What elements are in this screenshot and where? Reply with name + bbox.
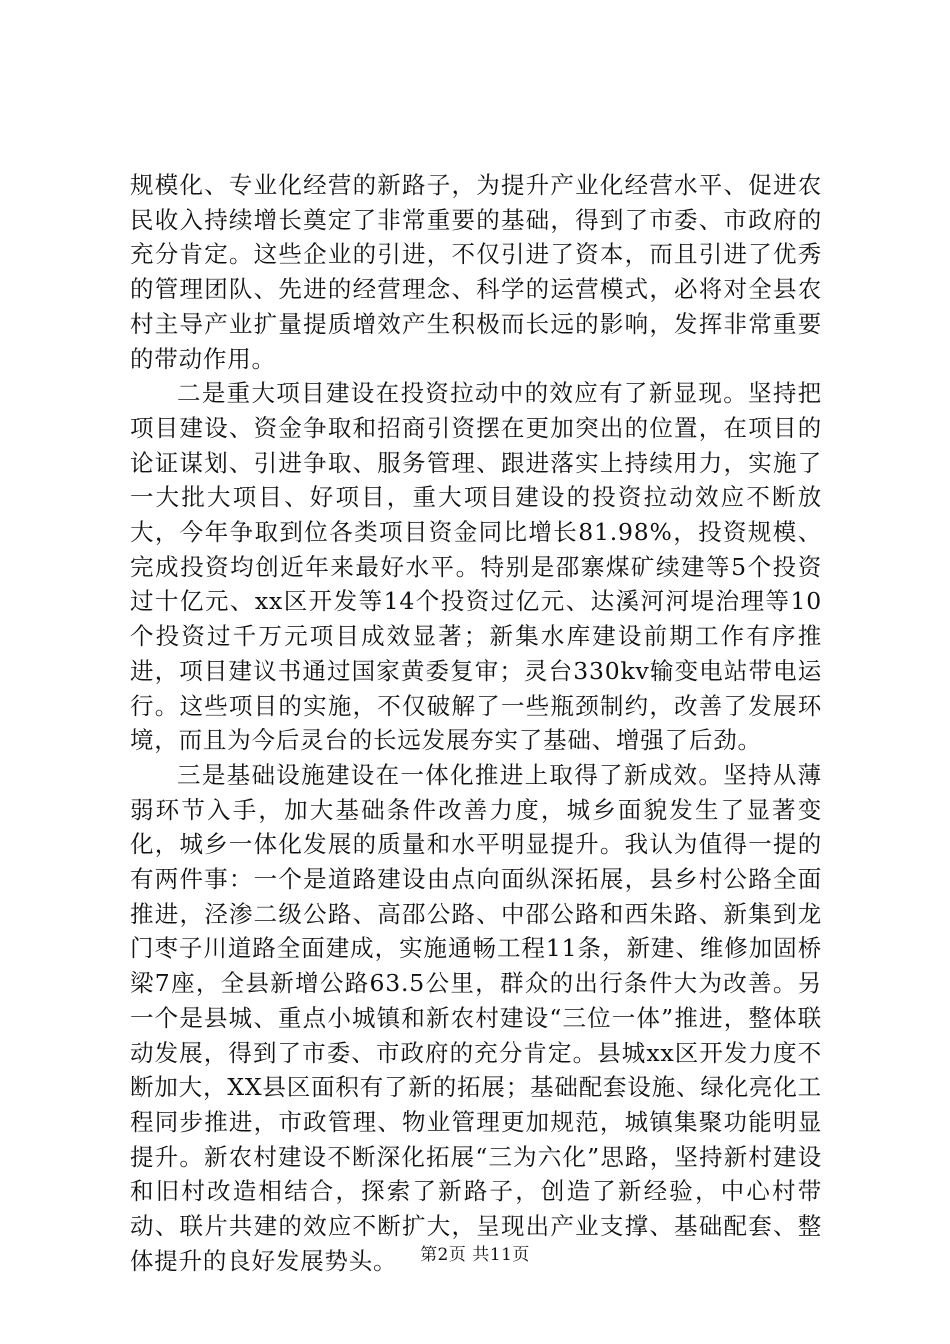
paragraph-major-projects: 二是重大项目建设在投资拉动中的效应有了新显现。坚持把项目建设、资金争取和招商引资摆在更加突出的位置，在项目的论证谋划、引进争取、服务管理、跟进落实上持续用力，实施了一大批大项目、好项目，重大项目建设的投资拉动效应不断放大，今年争取到位各类项目资金同比增长81.98%，投资规模、完成投资均创近年来最好水平。特别是邵寨煤矿续建等5个投资过十亿元、xx区开发等14个投资过亿元、达溪河河堤治理等10个投资过千万元项目成效显著；新集水库建设前期工作有序推进，项目建议书通过国家黄委复审；灵台330kv输变电站带电运行。这些项目的实施，不仅破解了一些瓶颈制约，改善了发展环境，而且为今后灵台的长远发展夯实了基础、增强了后劲。 xyxy=(130,379,822,755)
page-footer: 第2页 共11页 xyxy=(420,1245,530,1265)
paragraph-infrastructure: 三是基础设施建设在一体化推进上取得了新成效。坚持从薄弱环节入手，加大基础条件改善力度，城乡面貌发生了显著变化，城乡一体化发展的质量和水平明显提升。我认为值得一提的有两件事：一个是道路建设由点向面纵深拓展，县乡村公路全面推进，泾渗二级公路、高邵公路、中邵公路和西朱路、新集到龙门枣子川道路全面建成，实施通畅工程11条，新建、维修加固桥梁7座，全县新增公路63.5公里，群众的出行条件大为改善。另一个是县城、重点小城镇和新农村建设“三位一体”推进，整体联动发展，得到了市委、市政府的充分肯定。县城xx区开发力度不断加大，XX县区面积有了新的拓展；基础配套设施、绿化亮化工程同步推进，市政管理、物业管理更加规范，城镇集聚功能明显提升。新农村建设不断深化拓展“三为六化”思路，坚持新村建设和旧村改造相结合，探索了新路子，创造了新经验，中心村带动、联片共建的效应不断扩大，呈现出产业支撑、基础配套、整体提升的良好发展势头。 xyxy=(130,760,822,1275)
paragraph-continuation: 规模化、专业化经营的新路子，为提升产业化经营水平、促进农民收入持续增长奠定了非常重要的基础，得到了市委、市政府的充分肯定。这些企业的引进，不仅引进了资本，而且引进了优秀的管理团队、先进的经营理念、科学的运营模式，必将对全县农村主导产业扩量提质增效产生积极而长远的影响，发挥非常重要的带动作用。 xyxy=(130,171,822,373)
document-body xyxy=(130,168,822,1279)
